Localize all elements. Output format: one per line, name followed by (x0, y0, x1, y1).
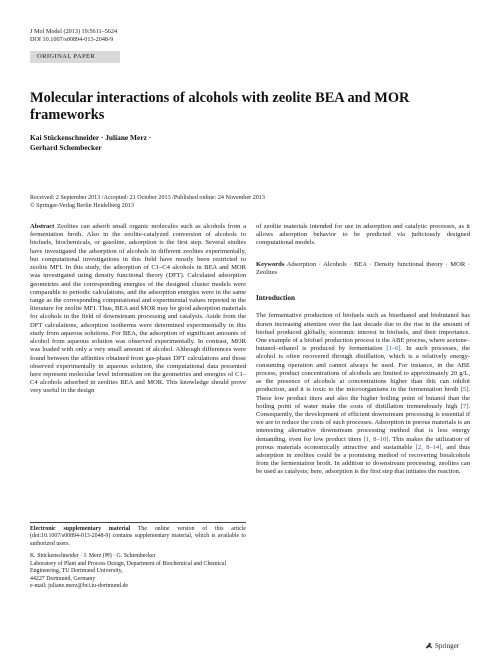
affiliation-names: K. Stückenschneider · J. Merz (✉) · G. Schembecker (30, 553, 156, 559)
authors-line-2: Gerhard Schembecker (30, 143, 102, 152)
citation-link[interactable]: [5] (460, 386, 469, 394)
introduction-heading: Introduction (256, 294, 296, 303)
journal-line: J Mol Model (2013) 19:5611–5624 (30, 28, 118, 35)
esm-text: The online version of this article (doi:10.1007/s00894-013-2048-9) contains supplementary material, which is available to authorized users. (30, 526, 246, 547)
section-label: ORIGINAL PAPER (37, 53, 96, 60)
introduction-paragraph (256, 312, 470, 476)
right-column (256, 223, 470, 477)
affiliation-email[interactable]: e-mail: juliane.merz@bci.tu-dortmund.de (30, 583, 129, 590)
section-banner (30, 51, 120, 63)
abstract-paragraph (30, 223, 246, 396)
citation-link[interactable]: [7] (460, 402, 469, 410)
authors-line-1: Kai Stückenschneider · Juliane Merz · (30, 133, 152, 142)
citation-link[interactable]: [1, 8–10] (363, 435, 389, 443)
affiliation-line-2: 44227 Dortmund, Germany (30, 575, 96, 582)
citation-link[interactable]: [1–6] (386, 345, 401, 353)
springer-horse-icon (425, 642, 433, 649)
supplementary-note (30, 526, 246, 548)
intro-text-e: . This makes the utilization of porous materials economically attractive and sustainable (256, 435, 470, 451)
keywords-paragraph (256, 261, 470, 277)
abstract-continued: of zeolite materials intended for use in adsorption and catalytic processes, as it allows adsorption behavior to be predicted via judiciously designed computational models. (256, 223, 470, 247)
keywords-label: Keywords (256, 260, 285, 268)
author-list (30, 133, 151, 153)
keywords-text: Adsorption · Alcohols · BEA · Density functional theory · MOR · Zeolites (256, 260, 470, 276)
abstract-label: Abstract (30, 223, 55, 230)
affiliation-line-1: Laboratory of Plant and Process Design, Department of Biochemical and Chemical Engineering, TU Dortmund University, (30, 560, 227, 575)
intro-text-f: , and thus adsorption in zeolites could be a promising method of recovering bioalcohols from the fermentation broth. In addition to downstream processing, zeolites can be used as catalysts; here, adsorption is the first step that initiates the reaction. (256, 443, 470, 476)
publication-dates (30, 194, 265, 211)
intro-text-c: . These low product titers and also the higher boiling point of butanol than the boiling point of water make the costs of distillation tremendously high (256, 386, 470, 410)
intro-text-b: . In such processes, the alcohol is often recovered through distillation, which is a relatively energy-consuming operation and cannot always be used. For instance, in the ABE process, product concentrations of alcohols are limited to approximately 20 g/L, as the presence of alcohols at concentrations higher than this can inhibit production, and it is toxic to the microorganisms in the fermentation broth (256, 345, 470, 394)
left-column (30, 223, 246, 396)
publisher-mark (425, 642, 459, 650)
affiliation-block (30, 553, 246, 591)
esm-label: Electronic supplementary material (30, 526, 131, 532)
journal-citation (30, 28, 117, 45)
footnote-divider (30, 522, 246, 523)
abstract-text: Zeolites can adsorb small organic molecules such as alcohols from a fermentation broth. Also in the zeolite-catalyzed conversion of alcohols to biofuels, biochemicals, or gasoline, adsorption is the first step. Several studies have investigated the adsorption of alcohols in different zeolites experimentally, but computational investigations in this field have mostly been restricted to zeolite MFI. In this study, the adsorption of C1–C4 alcohols in BEA and MOR was investigated using density functional theory (DFT). Calculated adsorption geometries and the corresponding energies of the designed cluster models were comparable to periodic calculations, and the adsorption energies were in the same range as the corresponding computational and experimental values reported in the literature for zeolite MFI. Thus, BEA and MOR may be good adsorption materials for alcohols in the field of downstream processing and catalysis. Aside from the DFT calculations, adsorption isotherms were determined experimentally in this study from aqueous solutions. For BEA, the adsorption of significant amounts of alcohol from aqueous solution was observed experimentally. In contrast, MOR was loaded with only a very small amount of alcohol. Although differences were found between the affinities obtained from gas-phase DFT calculations and those observed experimentally in aqueous solution, the computational data presented here represent molecular level information on the geometries and energies of C1–C4 alcohols adsorbed in zeolites BEA and MOR. This knowledge should prove very useful in the design (30, 223, 246, 395)
received-line: Received: 2 September 2013 /Accepted: 21 October 2013 /Published online: 24 November 2013 (30, 195, 265, 201)
intro-text-a: The fermentative production of biofuels such as bioethanol and biobutanol has drawn increasing attention over the last decade due to the rise in the amount of biofuel produced globally, economic interest in biofuels, and their importance. One example of a biofuel production process is the ABE process, where acetone–butanol–ethanol is produced by fermentation (256, 312, 470, 353)
intro-text-d: . Consequently, the development of efficient downstream processing is essential if we are to reduce the costs of such processes. Adsorption in porous materials is an interesting alternative downstream processing method that is less energy demanding, even for low product titers (256, 402, 470, 443)
paper-title: Molecular interactions of alcohols with zeolite BEA and MOR frameworks (30, 90, 410, 123)
citation-link[interactable]: [2, 8–14] (415, 443, 442, 451)
doi-line: DOI 10.1007/s00894-013-2048-9 (30, 36, 114, 44)
publisher-name: Springer (435, 642, 460, 650)
copyright-line: © Springer-Verlag Berlin Heidelberg 2013 (30, 203, 134, 210)
